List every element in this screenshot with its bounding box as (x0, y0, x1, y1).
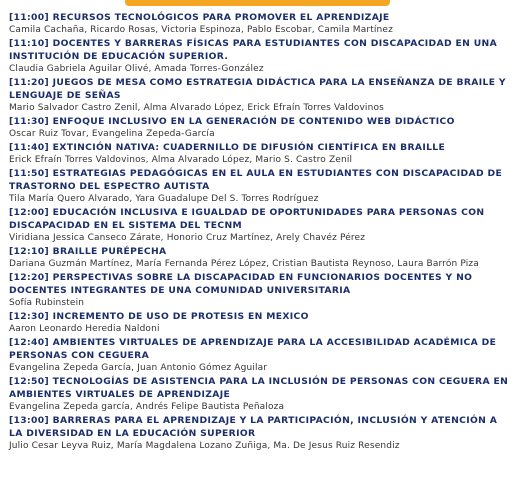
schedule-entry (9, 11, 514, 37)
session-title: [11:20] JUEGOS DE MESA COMO ESTRATEGIA DIDÁCTICA PARA LA ENSEÑANZA DE BRAILE Y LENGUAJE DE SEÑAS (9, 77, 506, 101)
session-authors: Mario Salvador Castro Zenil, Alma Alvarado López, Erick Efraín Torres Valdovinos (9, 103, 384, 113)
session-authors: Evangelina Zepeda García, Juan Antonio Gómez Aguilar (9, 363, 268, 373)
schedule-entry (9, 37, 514, 76)
session-title: [12:20] PERSPECTIVAS SOBRE LA DISCAPACIDAD EN FUNCIONARIOS DOCENTES Y NO DOCENTES INTEGRANTES DE UNA COMUNIDAD UNIVERSITARIA (9, 272, 473, 296)
session-title: [12:50] TECNOLOGÍAS DE ASISTENCIA PARA LA INCLUSIÓN DE PERSONAS CON CEGUERA EN AMBIENTES VIRTUALES DE APRENDIZAJE (9, 376, 509, 400)
top-banner (0, 0, 520, 10)
schedule-entry (9, 414, 514, 453)
session-authors: Dariana Guzmán Martínez, María Fernanda Pérez López, Cristian Bautista Reynoso, Laura Barrón Piza (9, 259, 479, 269)
session-authors: Evangelina Zepeda garcía, Andrés Felipe Bautista Peñaloza (9, 402, 285, 412)
session-authors: Viridiana Jessica Canseco Zárate, Honorio Cruz Martínez, Arely Chavéz Pérez (9, 233, 366, 243)
session-authors: Sofía Rubinstein (9, 298, 85, 308)
banner-strip (125, 0, 390, 6)
session-title: [11:00] RECURSOS TECNOLÓGICOS PARA PROMOVER EL APRENDIZAJE (9, 12, 390, 23)
session-title: [12:30] INCREMENTO DE USO DE PROTESIS EN MEXICO (9, 311, 309, 322)
schedule-list (9, 11, 514, 453)
session-authors: Oscar Ruiz Tovar, Evangelina Zepeda-García (9, 129, 215, 139)
session-authors: Claudia Gabriela Aguilar Olivé, Amada Torres-González (9, 64, 264, 74)
schedule-entry (9, 115, 514, 141)
schedule-entry (9, 206, 514, 245)
session-title: [12:10] BRAILLE PURÉPECHA (9, 246, 167, 257)
schedule-entry (9, 310, 514, 336)
schedule-entry (9, 141, 514, 167)
schedule-entry (9, 76, 514, 115)
session-title: [12:40] AMBIENTES VIRTUALES DE APRENDIZAJE PARA LA ACCESIBILIDAD ACADÉMICA DE PERSONAS CON CEGUERA (9, 337, 497, 361)
schedule-entry (9, 336, 514, 375)
session-title: [13:00] BARRERAS PARA EL APRENDIZAJE Y LA PARTICIPACIÓN, INCLUSIÓN Y ATENCIÓN A LA DIVERSIDAD EN LA EDUCACIÓN SUPERIOR (9, 415, 498, 439)
session-title: [11:40] EXTINCIÓN NATIVA: CUADERNILLO DE DIFUSIÓN CIENTÍFICA EN BRAILLE (9, 142, 446, 153)
schedule-entry (9, 271, 514, 310)
session-title: [11:10] DOCENTES Y BARRERAS FÍSICAS PARA ESTUDIANTES CON DISCAPACIDAD EN UNA INSTITUCIÓN DE EDUCACIÓN SUPERIOR. (9, 38, 498, 62)
session-authors: Camila Cachaña, Ricardo Rosas, Victoria Espinoza, Pablo Escobar, Camila Martínez (9, 25, 393, 35)
schedule-entry (9, 375, 514, 414)
session-authors: Tila María Quero Alvarado, Yara Guadalupe Del S. Torres Rodríguez (9, 194, 319, 204)
session-authors: Julio Cesar Leyva Ruiz, María Magdalena Lozano Zuñiga, Ma. De Jesus Ruiz Resendiz (9, 441, 400, 451)
session-title: [12:00] EDUCACIÓN INCLUSIVA E IGUALDAD DE OPORTUNIDADES PARA PERSONAS CON DISCAPACIDAD EN EL SISTEMA DEL TECNM (9, 207, 485, 231)
session-authors: Erick Efraín Torres Valdovinos, Alma Alvarado López, Mario S. Castro Zenil (9, 155, 353, 165)
schedule-entry (9, 245, 514, 271)
session-title: [11:30] ENFOQUE INCLUSIVO EN LA GENERACIÓN DE CONTENIDO WEB DIDÁCTICO (9, 116, 455, 127)
session-authors: Aaron Leonardo Heredia Naldoni (9, 324, 160, 334)
session-title: [11:50] ESTRATEGIAS PEDAGÓGICAS EN EL AULA EN ESTUDIANTES CON DISCAPACIDAD DE TRASTORNO DEL ESPECTRO AUTISTA (9, 168, 503, 192)
schedule-entry (9, 167, 514, 206)
